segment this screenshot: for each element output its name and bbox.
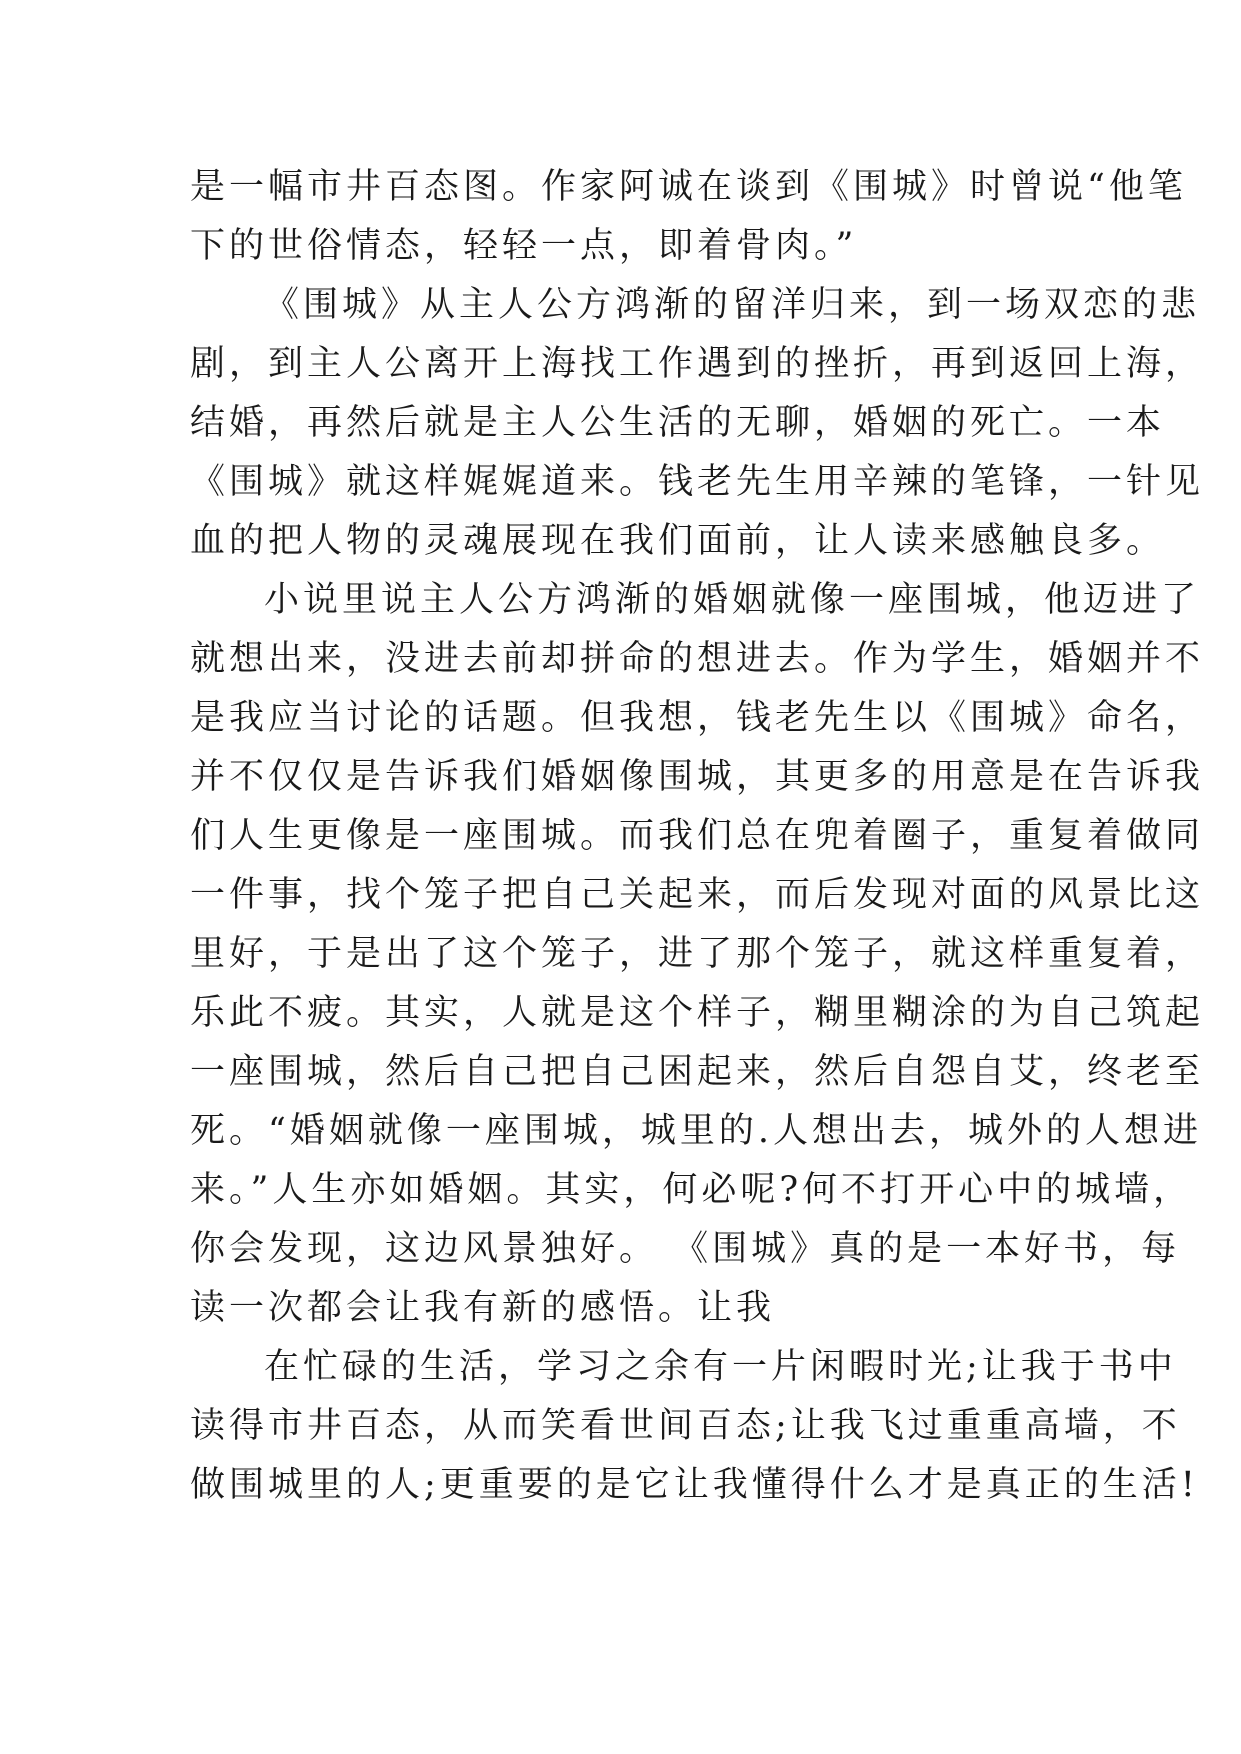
text-line: 《围城》从主人公方鸿渐的留洋归来，到一场双恋的悲 — [264, 285, 1201, 325]
text-line: 是我应当讨论的话题。但我想，钱老先生以《围城》命名， — [190, 698, 1205, 738]
text-line: 读得市井百态，从而笑看世间百态;让我飞过重重高墙，不 — [190, 1406, 1181, 1446]
text-line: 来。”人生亦如婚姻。其实，何必呢?何不打开心中的城墙， — [190, 1170, 1193, 1210]
paragraph-3 — [190, 571, 1205, 1338]
text-line: 血的把人物的灵魂展现在我们面前，让人读来感触良多。 — [190, 521, 1166, 561]
paragraph-2 — [190, 276, 1205, 571]
text-line: 乐此不疲。其实，人就是这个样子，糊里糊涂的为自己筑起 — [190, 993, 1205, 1033]
text-line: 里好，于是出了这个笼子，进了那个笼子，就这样重复着， — [190, 934, 1205, 974]
paragraph-4 — [190, 1338, 1199, 1515]
text-line: 读一次都会让我有新的感悟。让我 — [190, 1288, 776, 1328]
text-line: 死。“婚姻就像一座围城，城里的.人想出去，城外的人想进 — [190, 1111, 1203, 1151]
text-line: 并不仅仅是告诉我们婚姻像围城，其更多的用意是在告诉我 — [190, 757, 1205, 797]
text-line: 结婚，再然后就是主人公生活的无聊，婚姻的死亡。一本 — [190, 403, 1166, 443]
text-line: 做围城里的人;更重要的是它让我懂得什么才是真正的生活! — [190, 1465, 1199, 1505]
document-body — [190, 158, 1205, 1515]
text-line: 一件事，找个笼子把自己关起来，而后发现对面的风景比这 — [190, 875, 1205, 915]
text-line: 《围城》就这样娓娓道来。钱老先生用辛辣的笔锋，一针见 — [190, 462, 1205, 502]
paragraph-1 — [190, 158, 1187, 276]
text-line: 是一幅市井百态图。作家阿诚在谈到《围城》时曾说“他笔 — [190, 167, 1187, 207]
text-line: 们人生更像是一座围城。而我们总在兜着圈子，重复着做同 — [190, 816, 1205, 856]
text-line: 剧，到主人公离开上海找工作遇到的挫折，再到返回上海， — [190, 344, 1205, 384]
text-line: 下的世俗情态，轻轻一点，即着骨肉。” — [190, 226, 858, 266]
text-line: 在忙碌的生活，学习之余有一片闲暇时光;让我于书中 — [264, 1347, 1177, 1387]
text-line: 小说里说主人公方鸿渐的婚姻就像一座围城，他迈进了 — [264, 580, 1201, 620]
text-line: 你会发现，这边风景独好。 《围城》真的是一本好书，每 — [190, 1229, 1181, 1269]
text-line: 就想出来，没进去前却拼命的想进去。作为学生，婚姻并不 — [190, 639, 1205, 679]
text-line: 一座围城，然后自己把自己困起来，然后自怨自艾，终老至 — [190, 1052, 1205, 1092]
